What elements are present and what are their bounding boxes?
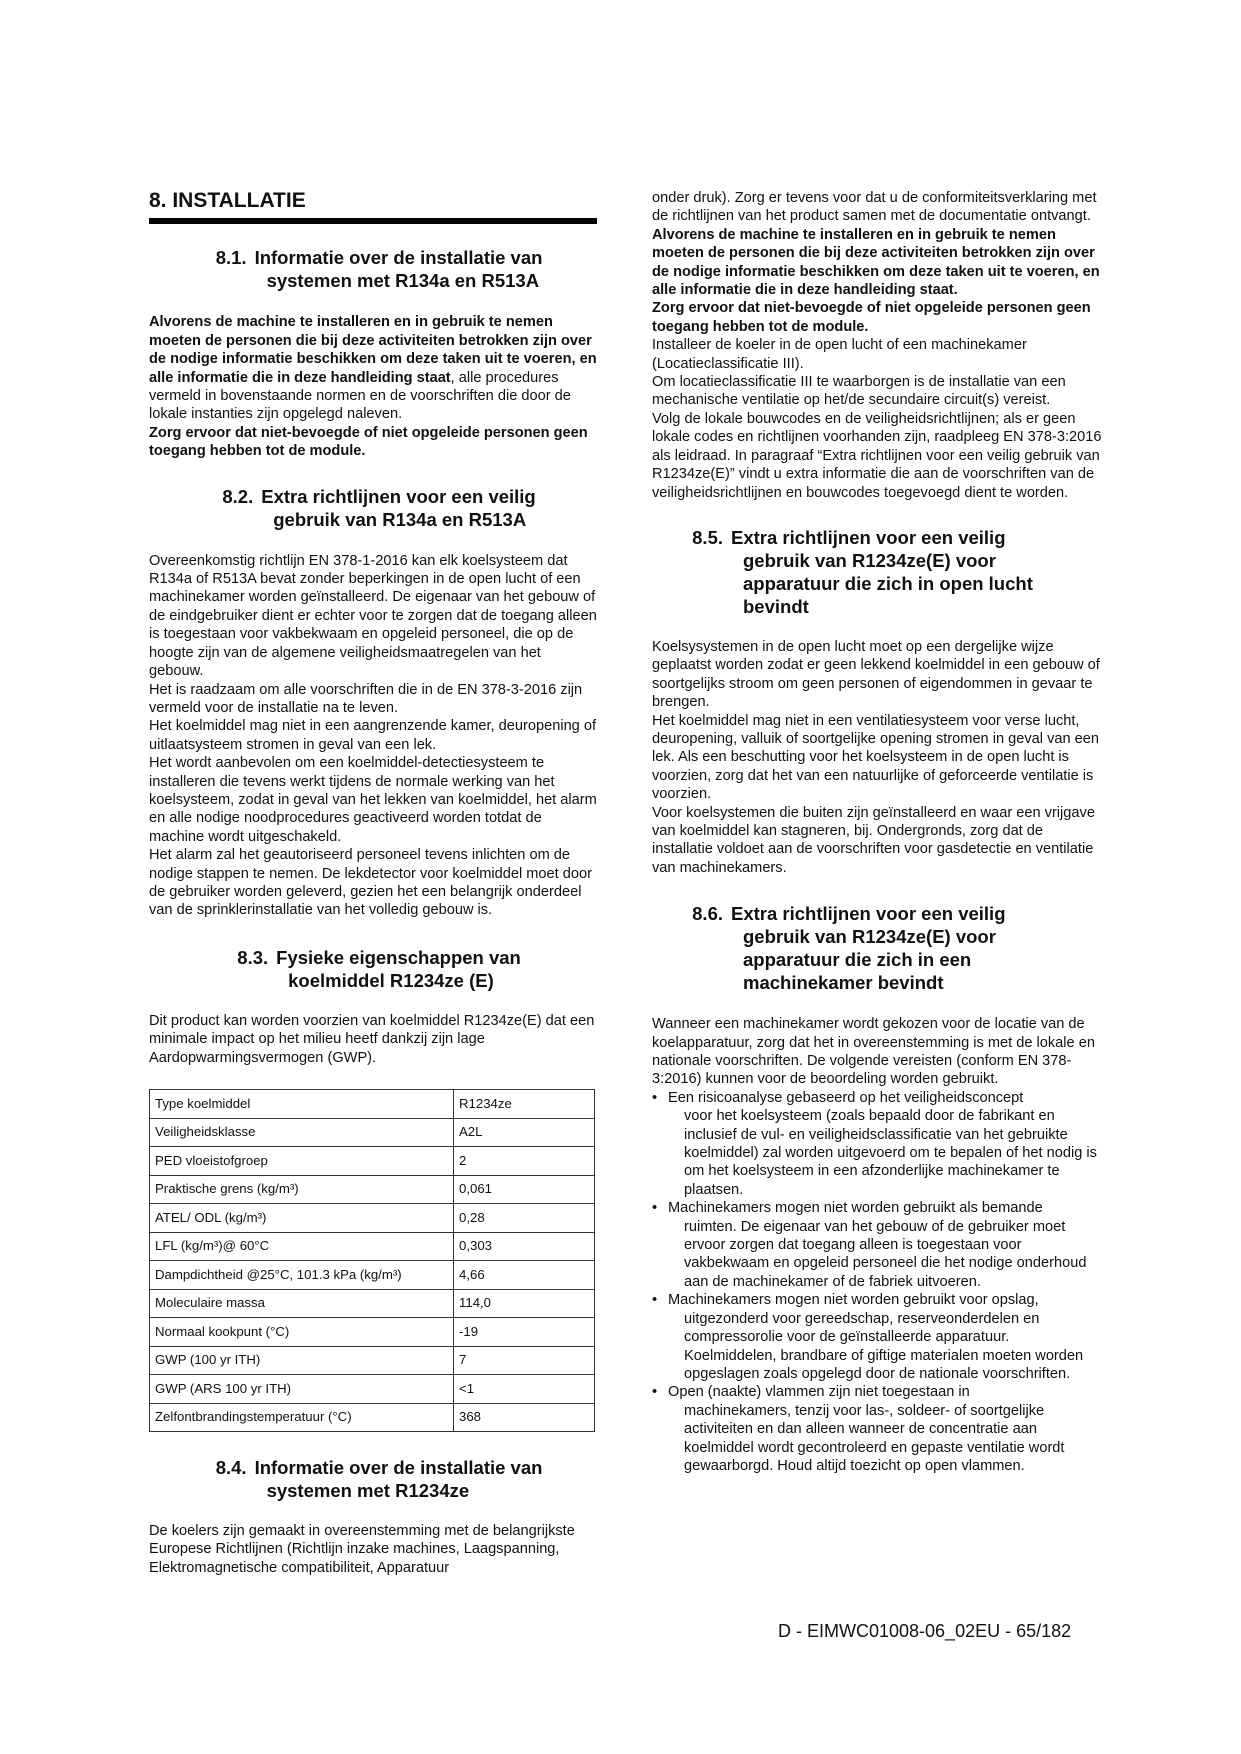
table-row: Type koelmiddel R1234ze — [150, 1090, 595, 1119]
left-column — [149, 188, 597, 1577]
table-row: Veiligheidsklasse A2L — [150, 1118, 595, 1147]
table-row: Zelfontbrandingstemperatuur (°C) 368 — [150, 1403, 595, 1432]
refrigerant-properties-table — [149, 1089, 595, 1432]
warning-8-1: Zorg ervoor dat niet-bevoegde of niet opgeleide personen geen toegang hebben tot de module. — [149, 424, 588, 460]
section-title: 8. INSTALLATIE — [149, 188, 597, 224]
table-row: GWP (100 yr ITH) 7 — [150, 1346, 595, 1375]
paragraph-8-2-1: Overeenkomstig richtlijn EN 378-1-2016 kan elk koelsysteem dat R134a of R513A bevat zonder beperkingen in de open lucht of een machinekamer worden geïnstalleerd. De eigenaar van het gebouw of de eindgebruiker dient er echter voor te zorgen dat de toegang alleen is toegestaan voor vakbekwaam en opgeleid personeel, die op de hoogte zijn van de algemene veiligheidsmaatregelen van het gebouw. — [149, 552, 597, 680]
heading-8-4: 8.4. Informatie over de installatie van systemen met R1234ze — [215, 1457, 543, 1501]
paragraph-8-6: Wanneer een machinekamer wordt gekozen voor de locatie van de koelapparatuur, zorg dat het in overeenstemming is met de lokale en nationale voorschriften. De volgende vereisten (conform EN 378-3:2016) kunnen voor de beoordeling worden gebruikt. — [652, 1016, 1095, 1088]
table-row: GWP (ARS 100 yr ITH) <1 — [150, 1375, 595, 1404]
list-item: • Machinekamers mogen niet worden gebruikt voor opslag, uitgezonderd voor gereedschap, reserveonderdelen en compressorolie voor de geïnstalleerde apparatuur. Koelmiddelen, brandbare of giftige materialen moeten worden opgeslagen zoals opgelegd door de nationale voorschriften. — [652, 1292, 1084, 1382]
list-item: • Een risicoanalyse gebaseerd op het veiligheidsconcept voor het koelsysteem (zoals bepaald door de fabrikant en inclusief de vul- en veiligheidsclassificatie van het gebruikte koelmiddel) zal worden uitgevoerd om te bepalen of het nodig is om het koelsysteem in een afzonderlijke machinekamer te plaatsen. — [652, 1089, 1097, 1198]
table-row: Dampdichtheid @25°C, 101.3 kPa (kg/m³) 4,66 — [150, 1261, 595, 1290]
table-row: Praktische grens (kg/m³) 0,061 — [150, 1175, 595, 1204]
list-item: • Machinekamers mogen niet worden gebruikt als bemande ruimten. De eigenaar van het gebouw of de gebruiker moet ervoor zorgen dat toegang alleen is toegestaan voor vakbekwaam en opgeleid personeel die het nodige onderhoud aan de machinekamer of de fabriek uitvoeren. — [652, 1200, 1087, 1290]
paragraph-8-5-1: Koelsysystemen in de open lucht moet op een dergelijke wijze geplaatst worden zodat er geen lekkend koelmiddel in een gebouw of soortgelijks stroom om geen personen of eigendommen in gevaar te brengen. — [652, 638, 1100, 711]
paragraph-8-1: Alvorens de machine te installeren en in gebruik te nemen moeten de personen die bij deze activiteiten betrokken zijn over de nodige informatie beschikken om deze taken uit te voeren, en alle informatie die in deze handleiding staat, alle procedures vermeld in bovenstaande normen en de voorschriften die door de lokale instanties zijn opgelegd naleven. — [149, 314, 597, 423]
paragraph-8-5-3: Voor koelsystemen die buiten zijn geïnstalleerd en waar een vrijgave van koelmiddel kan stagneren, bij. Ondergronds, zorg dat de installatie voldoet aan de voorschriften voor gasdetectie en ventilatie van machinekamers. — [652, 804, 1095, 876]
table-row: ATEL/ ODL (kg/m³) 0,28 — [150, 1204, 595, 1233]
bold-notice-2: Zorg ervoor dat niet-bevoegde of niet opgeleide personen geen toegang hebben tot de module. — [652, 300, 1091, 335]
bold-notice-1: Alvorens de machine te installeren en in gebruik te nemen moeten de personen die bij deze activiteiten betrokken zijn over de nodige informatie beschikken om deze taken uit te voeren, en alle informatie die in deze handleiding staat. — [652, 226, 1100, 299]
paragraph-8-2-5: Het alarm zal het geautoriseerd personeel tevens inlichten om de nodige stappen te nemen. De lekdetector voor koelmiddel moet door de gebruiker worden geleverd, gezien het een belangrijk onderdeel van de sprinklerinstallatie van het volledig gebouw is. — [149, 847, 592, 919]
right-column — [652, 189, 1102, 1475]
heading-8-3: 8.3. Fysieke eigenschappen van koelmiddel R1234ze (E) — [237, 946, 521, 991]
table-row: Normaal kookpunt (°C) -19 — [150, 1318, 595, 1347]
list-item: • Open (naakte) vlammen zijn niet toegestaan in machinekamers, tenzij voor las-, soldeer- of soortgelijke activiteiten en dan alleen wanneer de concentratie aan koelmiddel wordt gecontroleerd en gepaste ventilatie wordt gewaarborgd. Houd altijd toezicht op open vlammen. — [652, 1384, 1065, 1474]
heading-8-1: 8.1. Informatie over de installatie van systemen met R134a en R513A — [215, 247, 543, 292]
paragraph-8-4: De koelers zijn gemaakt in overeenstemming met de belangrijkste Europese Richtlijnen (Richtlijn inzake machines, Laagspanning, Elektromagnetische compatibiliteit, Apparatuur — [149, 1523, 575, 1576]
paragraph-8-2-2: Het is raadzaam om alle voorschriften die in de EN 378-3-2016 zijn vermeld voor de installatie na te leven. — [149, 681, 583, 716]
paragraph-local-codes: Volg de lokale bouwcodes en de veiligheidsrichtlijnen; als er geen lokale codes en richtlijnen voorhanden zijn, raadpleeg EN 378-3:2016 als leidraad. In paragraaf “Extra richtlijnen voor een veilig gebruik van R1234ze(E)” vindt u extra informatie die aan de voorschriften van de veiligheidsrichtlijnen en bouwcodes toegevoegd dient te worden. — [652, 410, 1102, 501]
paragraph-8-3: Dit product kan worden voorzien van koelmiddel R1234ze(E) dat een minimale impact op het milieu heetf dankzij zijn lage Aardopwarmingsvermogen (GWP). — [149, 1012, 595, 1066]
paragraph-install-location: Installeer de koeler in de open lucht of een machinekamer (Locatieclassificatie III). — [652, 337, 1027, 372]
heading-8-6: 8.6. Extra richtlijnen voor een veilig gebruik van R1234ze(E) voor apparatuur die zich in een machinekamer bevindt — [692, 903, 1006, 994]
heading-8-5: 8.5. Extra richtlijnen voor een veilig gebruik van R1234ze(E) voor apparatuur die zich in open lucht bevindt — [692, 526, 1033, 617]
paragraph-8-2-3: Het koelmiddel mag niet in een aangrenzende kamer, deuropening of uitlaatsysteem stromen in geval van een lek. — [149, 718, 597, 753]
table-row: PED vloeistofgroep 2 — [150, 1147, 595, 1176]
paragraph-continued: onder druk). Zorg er tevens voor dat u de conformiteitsverklaring met de richtlijnen van het product samen met de documentatie ontvangt. — [652, 190, 1097, 225]
paragraph-8-2-4: Het wordt aanbevolen om een koelmiddel-detectiesysteem te installeren die tevens werkt tijdens de normale werking van het koelsysteem, zodat in geval van het lekken van koelmiddel, het alarm en alle nodige noodprocedures geactiveerd worden totdat de machine wordt uitgeschakeld. — [149, 755, 597, 845]
requirements-list — [652, 1089, 1102, 1476]
table-row: LFL (kg/m³)@ 60°C 0,303 — [150, 1232, 595, 1261]
heading-8-2: 8.2. Extra richtlijnen voor een veilig gebruik van R134a en R513A — [222, 485, 536, 530]
paragraph-8-5-2: Het koelmiddel mag niet in een ventilatiesysteem voor verse lucht, deuropening, valluik of soortgelijke opening stromen in geval van een lek. Als een beschutting voor het koelsysteem in de open lucht is voorzien, zorg dat het van een natuurlijke of geforceerde ventilatie is voorzien. — [652, 712, 1100, 803]
paragraph-ventilation: Om locatieclassificatie III te waarborgen is de installatie van een mechanische ventilatie op het/de secundaire circuit(s) vereist. — [652, 374, 1066, 409]
page-footer: D - EIMWC01008-06_02EU - 65/182 — [778, 1621, 1072, 1641]
table-row: Moleculaire massa 114,0 — [150, 1289, 595, 1318]
